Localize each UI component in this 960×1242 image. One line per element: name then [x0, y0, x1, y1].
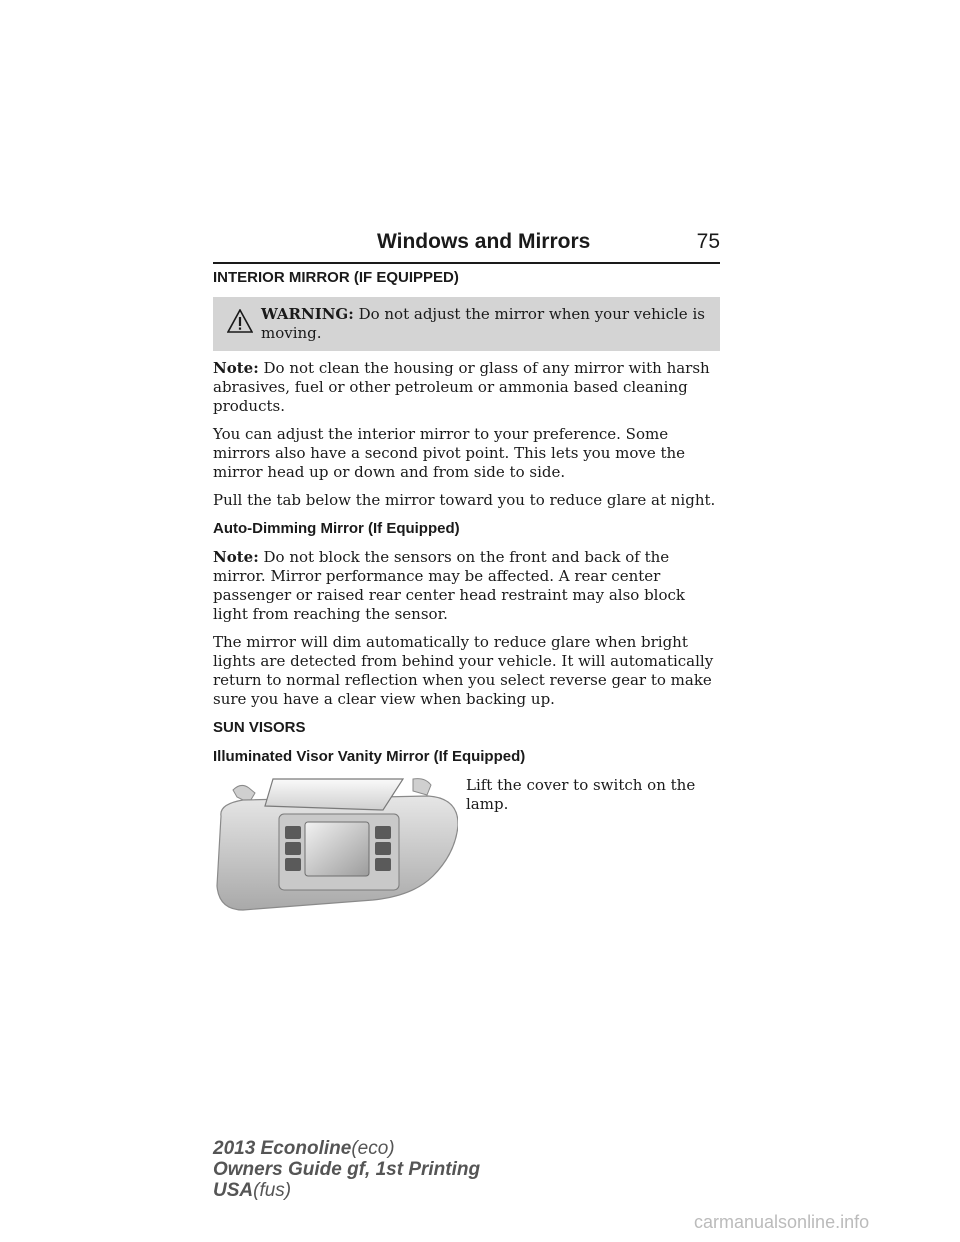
visor-section [213, 776, 720, 926]
page-header [213, 228, 720, 264]
note-paragraph [213, 359, 720, 416]
note-text: Do not block the sensors on the front and back of the mirror. Mirror performance may be affected. A rear center passenger or raised rear center head restraint may also block light from reaching the sensor. [213, 548, 685, 623]
page-number: 75 [696, 230, 720, 253]
heading-interior-mirror: INTERIOR MIRROR (IF EQUIPPED) [213, 269, 459, 286]
warning-box [213, 297, 720, 351]
body-paragraph: You can adjust the interior mirror to your preference. Some mirrors also have a second pivot point. This lets you move the mirror head up or down and from side to side. [213, 425, 686, 481]
warning-text: Do not adjust the mirror when your vehicle is moving. [261, 305, 705, 342]
visor-description: Lift the cover to switch on the lamp. [466, 776, 696, 813]
footer-region-code: (fus) [253, 1180, 292, 1201]
footer-region: USA [213, 1180, 254, 1201]
body-paragraph: Pull the tab below the mirror toward you to reduce glare at night. [213, 491, 716, 509]
warning-triangle-icon [227, 309, 253, 338]
footer-model-code: (eco) [351, 1138, 395, 1159]
footer-guide: Owners Guide gf, 1st Printing [213, 1159, 481, 1180]
page-content [213, 266, 720, 926]
footer-model: 2013 Econoline [213, 1138, 352, 1159]
heading-auto-dimming: Auto-Dimming Mirror (If Equipped) [213, 520, 460, 537]
section-title: Windows and Mirrors [377, 230, 591, 253]
heading-vanity-mirror: Illuminated Visor Vanity Mirror (If Equipped) [213, 748, 526, 765]
footer-line-region [213, 1180, 480, 1201]
watermark: carmanualsonline.info [694, 1212, 870, 1232]
footer-line-model [213, 1138, 480, 1159]
warning-label: WARNING: [261, 305, 354, 323]
note-label: Note: [213, 548, 259, 566]
note-text: Do not clean the housing or glass of any mirror with harsh abrasives, fuel or other petroleum or ammonia based cleaning products. [213, 359, 710, 415]
page-footer [213, 1138, 480, 1201]
body-paragraph: The mirror will dim automatically to reduce glare when bright lights are detected from behind your vehicle. It will automatically return to normal reflection when you select reverse gear to make sure you have a clear view when backing up. [213, 633, 714, 708]
note-label: Note: [213, 359, 259, 377]
heading-sun-visors: SUN VISORS [213, 719, 306, 736]
note-paragraph [213, 548, 720, 624]
visor-illustration [213, 776, 458, 921]
